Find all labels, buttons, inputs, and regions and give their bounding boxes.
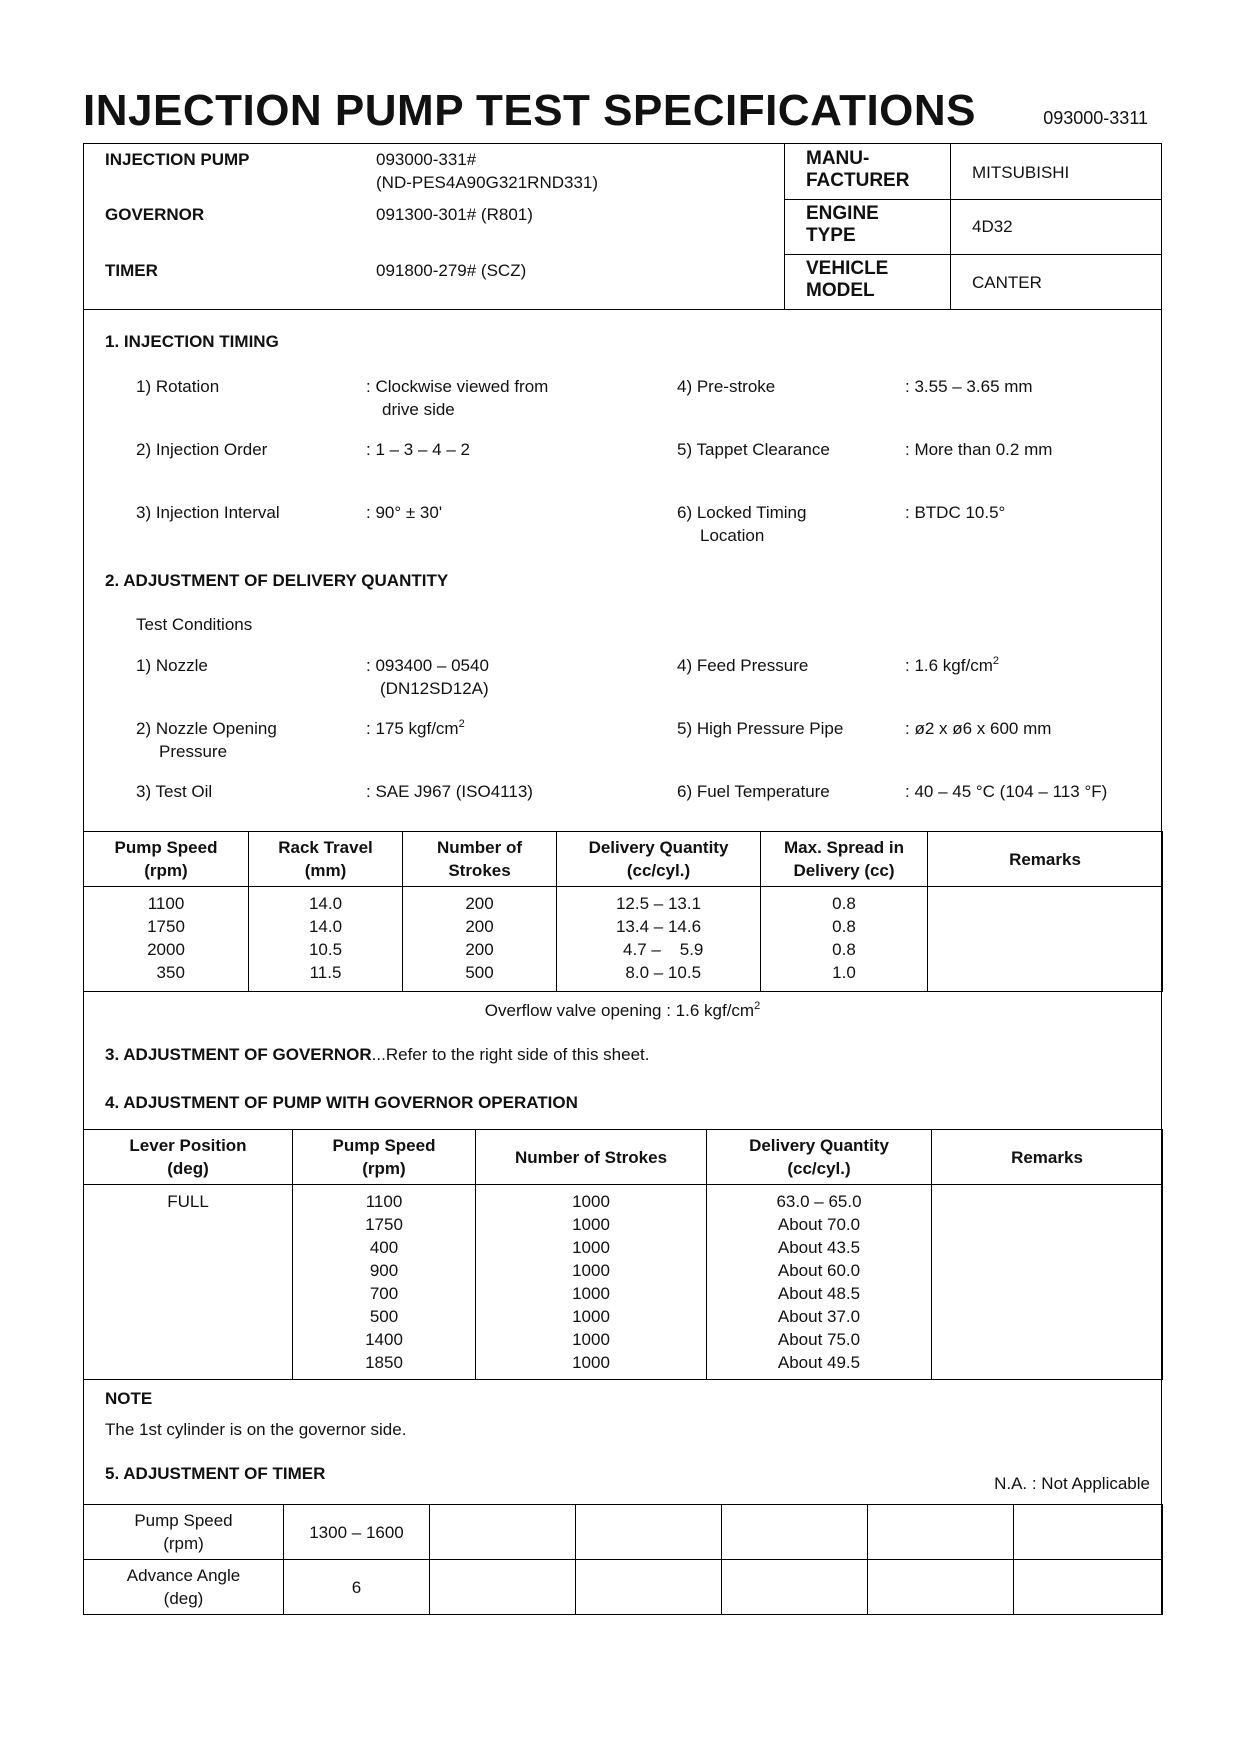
timer-empty-cell xyxy=(430,1560,576,1615)
nozzle-label: 1) Nozzle xyxy=(136,656,208,675)
high-pressure-pipe-value: : ø2 x ø6 x 600 mm xyxy=(905,719,1052,738)
section-3-heading: 3. ADJUSTMENT OF GOVERNOR...Refer to the right side of this sheet. xyxy=(105,1045,650,1064)
gov-delivery-quantity-value: 63.0 – 65.0 xyxy=(776,1192,862,1211)
timer-pump-speed-label: Pump Speed (rpm) xyxy=(84,1505,284,1560)
tappet-clearance-label: 5) Tappet Clearance xyxy=(677,440,830,459)
strokes-value: 500 xyxy=(465,963,494,982)
header-gov-remarks: Remarks xyxy=(932,1130,1163,1185)
delivery-table-body-row xyxy=(84,887,1163,992)
header-number-of-strokes: Number of Strokes xyxy=(403,832,557,887)
strokes-value: 200 xyxy=(465,894,494,913)
delivery-quantity-value: 12.5 – 13.1 xyxy=(615,894,702,913)
header-gov-pump-speed: Pump Speed (rpm) xyxy=(293,1130,476,1185)
delivery-quantity-value: 8.0 – 10.5 xyxy=(615,963,702,982)
nozzle-model: (DN12SD12A) xyxy=(380,679,489,698)
pump-speed-column xyxy=(84,887,249,992)
engine-type-value: 4D32 xyxy=(972,217,1013,236)
gov-strokes-value: 1000 xyxy=(572,1192,610,1211)
gov-strokes-value: 1000 xyxy=(572,1215,610,1234)
injection-order-label: 2) Injection Order xyxy=(136,440,268,459)
max-spread-value: 1.0 xyxy=(832,963,856,982)
gov-strokes-column xyxy=(476,1185,707,1380)
vehicle-model-value: CANTER xyxy=(972,273,1042,292)
max-spread-value: 0.8 xyxy=(832,940,856,959)
gov-delivery-quantity-value: About 37.0 xyxy=(777,1307,861,1326)
max-spread-value: 0.8 xyxy=(832,917,856,936)
timer-value: 091800-279# (SCZ) xyxy=(376,261,527,280)
gov-delivery-quantity-column xyxy=(707,1185,932,1380)
header-delivery-quantity: Delivery Quantity (cc/cyl.) xyxy=(557,832,761,887)
rotation-value: : Clockwise viewed from xyxy=(366,377,549,396)
gov-delivery-quantity-value: About 43.5 xyxy=(777,1238,861,1257)
locked-timing-label-cont: Location xyxy=(700,526,765,545)
rack-travel-value: 11.5 xyxy=(309,963,342,982)
feed-pressure-label: 4) Feed Pressure xyxy=(677,656,809,675)
timer-empty-cell xyxy=(868,1505,1014,1560)
gov-pump-speed-value: 500 xyxy=(369,1307,399,1326)
not-applicable-note: N.A. : Not Applicable xyxy=(994,1474,1150,1493)
timer-empty-cell xyxy=(430,1505,576,1560)
overflow-valve-note: Overflow valve opening : 1.6 kgf/$cm^2$ xyxy=(484,1000,761,1020)
injection-pump-label: INJECTION PUMP xyxy=(105,150,250,169)
strokes-value: 200 xyxy=(465,917,494,936)
header-gov-delivery-quantity: Delivery Quantity (cc/cyl.) xyxy=(707,1130,932,1185)
governor-table-body-row xyxy=(84,1185,1163,1380)
header-lever-position: Lever Position (deg) xyxy=(84,1130,293,1185)
test-oil-value: : SAE J967 (ISO4113) xyxy=(366,782,533,801)
remarks-column xyxy=(928,887,1163,992)
nozzle-opening-label: 2) Nozzle Opening xyxy=(136,719,277,738)
injection-pump-model: (ND-PES4A90G321RND331) xyxy=(376,173,599,192)
gov-strokes-value: 1000 xyxy=(572,1284,610,1303)
strokes-column xyxy=(403,887,557,992)
header-pump-speed: Pump Speed (rpm) xyxy=(84,832,249,887)
timer-empty-cell xyxy=(1014,1560,1163,1615)
document-number: 093000-3311 xyxy=(1043,108,1148,128)
delivery-quantity-column xyxy=(557,887,761,992)
rack-travel-value: 14.0 xyxy=(308,894,343,913)
header-divider-left xyxy=(784,143,785,310)
timer-pump-speed-value: 1300 – 1600 xyxy=(284,1505,430,1560)
nozzle-opening-label-cont: Pressure xyxy=(159,742,228,761)
delivery-quantity-value: 4.7 – 5.9 xyxy=(613,940,704,959)
pump-speed-value: 2000 xyxy=(147,940,185,959)
gov-pump-speed-value: 1400 xyxy=(365,1330,403,1349)
note-heading: NOTE xyxy=(105,1389,153,1408)
delivery-table-header-row xyxy=(84,832,1163,887)
lever-position-value: FULL xyxy=(167,1192,209,1211)
pump-speed-value: 1100 xyxy=(147,894,185,913)
delivery-quantity-value: 13.4 – 14.6 xyxy=(615,917,702,936)
strokes-value: 200 xyxy=(465,940,494,959)
timer-empty-cell xyxy=(576,1560,722,1615)
injection-interval-label: 3) Injection Interval xyxy=(136,503,280,522)
rack-travel-column xyxy=(249,887,403,992)
max-spread-value: 0.8 xyxy=(832,894,856,913)
timer-table xyxy=(83,1504,1163,1615)
rack-travel-value: 10.5 xyxy=(308,940,343,959)
gov-pump-speed-value: 1850 xyxy=(365,1353,403,1372)
gov-pump-speed-column xyxy=(293,1185,476,1380)
note-text: The 1st cylinder is on the governor side. xyxy=(105,1420,407,1439)
gov-pump-speed-value: 400 xyxy=(369,1238,399,1257)
delivery-quantity-table xyxy=(83,831,1163,992)
gov-strokes-value: 1000 xyxy=(572,1261,610,1280)
high-pressure-pipe-label: 5) High Pressure Pipe xyxy=(677,719,844,738)
nozzle-opening-value: : 175 kgf/$cm^2$ xyxy=(366,718,465,738)
gov-pump-speed-value: 700 xyxy=(369,1284,399,1303)
gov-pump-speed-value: 1100 xyxy=(365,1192,403,1211)
header-row-divider-1 xyxy=(784,199,1162,200)
page-title: INJECTION PUMP TEST SPECIFICATIONS xyxy=(83,86,977,135)
pre-stroke-label: 4) Pre-stroke xyxy=(677,377,776,396)
injection-pump-value: 093000-331# xyxy=(376,150,477,169)
gov-delivery-quantity-value: About 75.0 xyxy=(777,1330,861,1349)
lever-position-column xyxy=(84,1185,293,1380)
gov-strokes-value: 1000 xyxy=(572,1330,610,1349)
timer-advance-angle-value: 6 xyxy=(284,1560,430,1615)
test-oil-label: 3) Test Oil xyxy=(136,782,213,801)
gov-strokes-value: 1000 xyxy=(572,1238,610,1257)
nozzle-value: : 093400 – 0540 xyxy=(366,656,489,675)
governor-table-header-row xyxy=(84,1130,1163,1185)
header-divider-right xyxy=(950,143,951,310)
injection-order-value: : 1 – 3 – 4 – 2 xyxy=(366,440,470,459)
feed-pressure-value: : 1.6 kgf/$cm^2$ xyxy=(905,655,999,675)
gov-strokes-value: 1000 xyxy=(572,1353,610,1372)
header-row-divider-2 xyxy=(784,254,1162,255)
gov-delivery-quantity-value: About 49.5 xyxy=(777,1353,861,1372)
section-4-heading: 4. ADJUSTMENT OF PUMP WITH GOVERNOR OPERATION xyxy=(105,1093,578,1112)
gov-pump-speed-value: 1750 xyxy=(365,1215,403,1234)
fuel-temperature-label: 6) Fuel Temperature xyxy=(677,782,830,801)
header-bottom-border xyxy=(83,309,1162,310)
timer-empty-cell xyxy=(722,1560,868,1615)
pump-speed-value: 1750 xyxy=(147,917,185,936)
timer-label: TIMER xyxy=(105,261,158,280)
locked-timing-label: 6) Locked Timing xyxy=(677,503,807,522)
timer-advance-angle-label: Advance Angle (deg) xyxy=(84,1560,284,1615)
manufacturer-value: MITSUBISHI xyxy=(972,163,1070,182)
rotation-label: 1) Rotation xyxy=(136,377,220,396)
gov-delivery-quantity-value: About 60.0 xyxy=(777,1261,861,1280)
timer-empty-cell xyxy=(1014,1505,1163,1560)
governor-operation-table xyxy=(83,1129,1163,1380)
timer-pump-speed-row xyxy=(84,1505,1163,1560)
timer-empty-cell xyxy=(722,1505,868,1560)
header-rack-travel: Rack Travel (mm) xyxy=(249,832,403,887)
gov-strokes-value: 1000 xyxy=(572,1307,610,1326)
section-2-heading: 2. ADJUSTMENT OF DELIVERY QUANTITY xyxy=(105,571,449,590)
tappet-clearance-value: : More than 0.2 mm xyxy=(905,440,1053,459)
injection-interval-value: : 90° ± 30' xyxy=(366,503,443,522)
governor-value: 091300-301# (R801) xyxy=(376,205,533,224)
section-1-heading: 1. INJECTION TIMING xyxy=(105,332,279,351)
timer-advance-angle-row xyxy=(84,1560,1163,1615)
timer-empty-cell xyxy=(868,1560,1014,1615)
fuel-temperature-value: : 40 – 45 °C (104 – 113 °F) xyxy=(905,782,1108,801)
rack-travel-value: 14.0 xyxy=(308,917,343,936)
locked-timing-value: : BTDC 10.5° xyxy=(905,503,1006,522)
header-max-spread: Max. Spread in Delivery (cc) xyxy=(761,832,928,887)
timer-empty-cell xyxy=(576,1505,722,1560)
pre-stroke-value: : 3.55 – 3.65 mm xyxy=(905,377,1033,396)
engine-type-label: ENGINE TYPE xyxy=(806,203,879,246)
header-gov-strokes: Number of Strokes xyxy=(476,1130,707,1185)
test-conditions-label: Test Conditions xyxy=(136,615,253,634)
gov-delivery-quantity-value: About 70.0 xyxy=(777,1215,861,1234)
gov-delivery-quantity-value: About 48.5 xyxy=(777,1284,861,1303)
manufacturer-label: MANU- FACTURER xyxy=(806,148,910,191)
vehicle-model-label: VEHICLE MODEL xyxy=(806,258,889,301)
section-5-heading: 5. ADJUSTMENT OF TIMER xyxy=(105,1464,326,1483)
max-spread-column xyxy=(761,887,928,992)
gov-remarks-column xyxy=(932,1185,1163,1380)
governor-label: GOVERNOR xyxy=(105,205,205,224)
header-remarks: Remarks xyxy=(928,832,1163,887)
rotation-value-cont: drive side xyxy=(382,400,455,419)
gov-pump-speed-value: 900 xyxy=(369,1261,399,1280)
pump-speed-value: 350 xyxy=(147,963,185,982)
